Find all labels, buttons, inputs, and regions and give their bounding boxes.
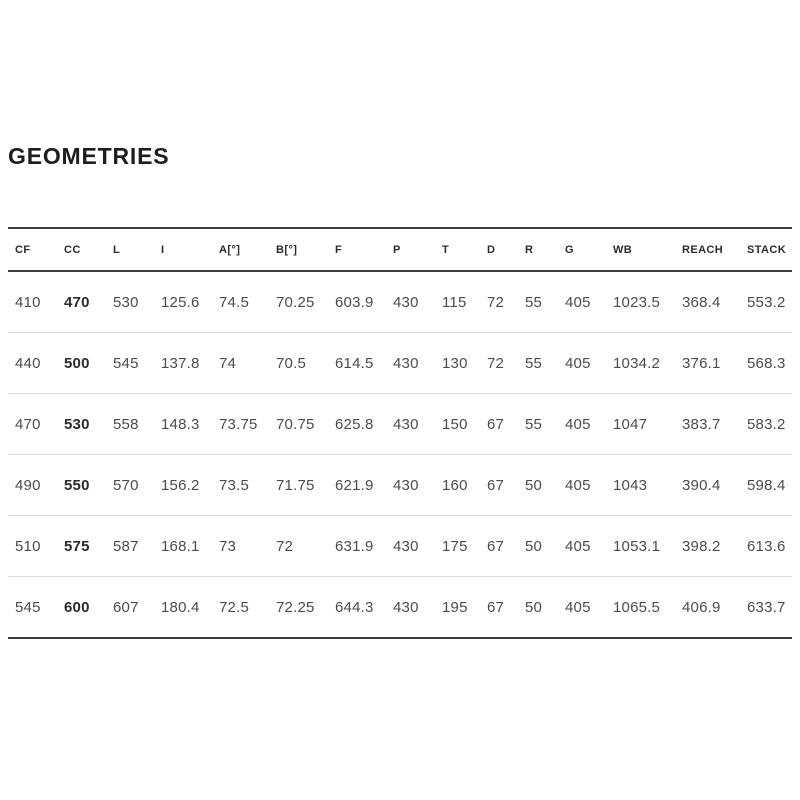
- cell-r: 55: [525, 354, 543, 372]
- cell-d: 67: [487, 476, 505, 494]
- column-header-wb: WB: [613, 243, 633, 256]
- cell-p: 430: [393, 354, 419, 372]
- cell-p: 430: [393, 476, 419, 494]
- column-header-b: B[°]: [276, 243, 298, 256]
- table-row: [8, 333, 792, 394]
- cell-reach: 376.1: [682, 354, 721, 372]
- cell-cc: 575: [64, 537, 90, 555]
- column-header-cf: CF: [15, 243, 31, 256]
- cell-cc: 530: [64, 415, 90, 433]
- cell-stack: 583.2: [747, 415, 786, 433]
- cell-b: 72: [276, 537, 294, 555]
- cell-t: 175: [442, 537, 468, 555]
- cell-r: 55: [525, 415, 543, 433]
- cell-a: 73.5: [219, 476, 249, 494]
- cell-reach: 368.4: [682, 293, 721, 311]
- cell-wb: 1023.5: [613, 293, 661, 311]
- cell-cc: 470: [64, 293, 90, 311]
- cell-b: 70.5: [276, 354, 306, 372]
- cell-f: 621.9: [335, 476, 374, 494]
- cell-l: 558: [113, 415, 139, 433]
- cell-cc: 500: [64, 354, 90, 372]
- cell-wb: 1043: [613, 476, 648, 494]
- cell-reach: 383.7: [682, 415, 721, 433]
- column-header-p: P: [393, 243, 401, 256]
- column-header-cc: CC: [64, 243, 81, 256]
- cell-p: 430: [393, 598, 419, 616]
- cell-r: 50: [525, 537, 543, 555]
- cell-d: 72: [487, 354, 505, 372]
- column-header-t: T: [442, 243, 450, 256]
- column-header-r: R: [525, 243, 534, 256]
- cell-g: 405: [565, 415, 591, 433]
- cell-f: 644.3: [335, 598, 374, 616]
- cell-stack: 633.7: [747, 598, 786, 616]
- cell-a: 73: [219, 537, 237, 555]
- cell-d: 72: [487, 293, 505, 311]
- cell-d: 67: [487, 415, 505, 433]
- cell-i: 137.8: [161, 354, 200, 372]
- cell-p: 430: [393, 293, 419, 311]
- cell-cf: 470: [15, 415, 41, 433]
- cell-reach: 406.9: [682, 598, 721, 616]
- cell-g: 405: [565, 293, 591, 311]
- column-header-l: L: [113, 243, 121, 256]
- column-header-i: I: [161, 243, 165, 256]
- cell-cf: 545: [15, 598, 41, 616]
- column-header-stack: STACK: [747, 243, 787, 256]
- cell-wb: 1065.5: [613, 598, 661, 616]
- cell-f: 614.5: [335, 354, 374, 372]
- cell-l: 545: [113, 354, 139, 372]
- cell-b: 70.25: [276, 293, 315, 311]
- cell-g: 405: [565, 537, 591, 555]
- cell-cf: 440: [15, 354, 41, 372]
- cell-r: 50: [525, 476, 543, 494]
- cell-cc: 600: [64, 598, 90, 616]
- cell-reach: 398.2: [682, 537, 721, 555]
- column-header-f: F: [335, 243, 343, 256]
- cell-i: 148.3: [161, 415, 200, 433]
- cell-i: 180.4: [161, 598, 200, 616]
- cell-r: 55: [525, 293, 543, 311]
- cell-b: 70.75: [276, 415, 315, 433]
- cell-p: 430: [393, 537, 419, 555]
- column-header-reach: REACH: [682, 243, 724, 256]
- cell-l: 587: [113, 537, 139, 555]
- cell-l: 607: [113, 598, 139, 616]
- geometry-table: [8, 227, 792, 639]
- cell-cc: 550: [64, 476, 90, 494]
- table-row: [8, 516, 792, 577]
- page-title: GEOMETRIES: [8, 143, 170, 169]
- cell-f: 603.9: [335, 293, 374, 311]
- column-header-d: D: [487, 243, 496, 256]
- cell-wb: 1053.1: [613, 537, 661, 555]
- cell-i: 156.2: [161, 476, 200, 494]
- cell-t: 195: [442, 598, 468, 616]
- cell-g: 405: [565, 476, 591, 494]
- cell-b: 71.75: [276, 476, 315, 494]
- table-header-row: [8, 228, 792, 271]
- table-row: [8, 394, 792, 455]
- cell-f: 631.9: [335, 537, 374, 555]
- cell-l: 530: [113, 293, 139, 311]
- cell-g: 405: [565, 598, 591, 616]
- cell-i: 125.6: [161, 293, 200, 311]
- cell-t: 160: [442, 476, 468, 494]
- table-row: [8, 577, 792, 639]
- cell-d: 67: [487, 598, 505, 616]
- cell-stack: 553.2: [747, 293, 786, 311]
- table-body: [8, 271, 792, 638]
- cell-l: 570: [113, 476, 139, 494]
- cell-wb: 1034.2: [613, 354, 661, 372]
- cell-r: 50: [525, 598, 543, 616]
- cell-stack: 598.4: [747, 476, 786, 494]
- cell-reach: 390.4: [682, 476, 721, 494]
- cell-wb: 1047: [613, 415, 648, 433]
- cell-t: 115: [442, 293, 467, 311]
- cell-a: 74: [219, 354, 237, 372]
- column-header-a: A[°]: [219, 243, 241, 256]
- cell-cf: 410: [15, 293, 41, 311]
- column-header-g: G: [565, 243, 574, 256]
- cell-t: 150: [442, 415, 468, 433]
- cell-a: 72.5: [219, 598, 249, 616]
- cell-i: 168.1: [161, 537, 200, 555]
- cell-cf: 510: [15, 537, 41, 555]
- cell-a: 74.5: [219, 293, 249, 311]
- cell-b: 72.25: [276, 598, 315, 616]
- cell-cf: 490: [15, 476, 41, 494]
- cell-f: 625.8: [335, 415, 374, 433]
- cell-g: 405: [565, 354, 591, 372]
- cell-stack: 568.3: [747, 354, 786, 372]
- cell-d: 67: [487, 537, 505, 555]
- cell-t: 130: [442, 354, 468, 372]
- table-row: [8, 455, 792, 516]
- cell-a: 73.75: [219, 415, 258, 433]
- cell-stack: 613.6: [747, 537, 786, 555]
- cell-p: 430: [393, 415, 419, 433]
- table-row: [8, 271, 792, 333]
